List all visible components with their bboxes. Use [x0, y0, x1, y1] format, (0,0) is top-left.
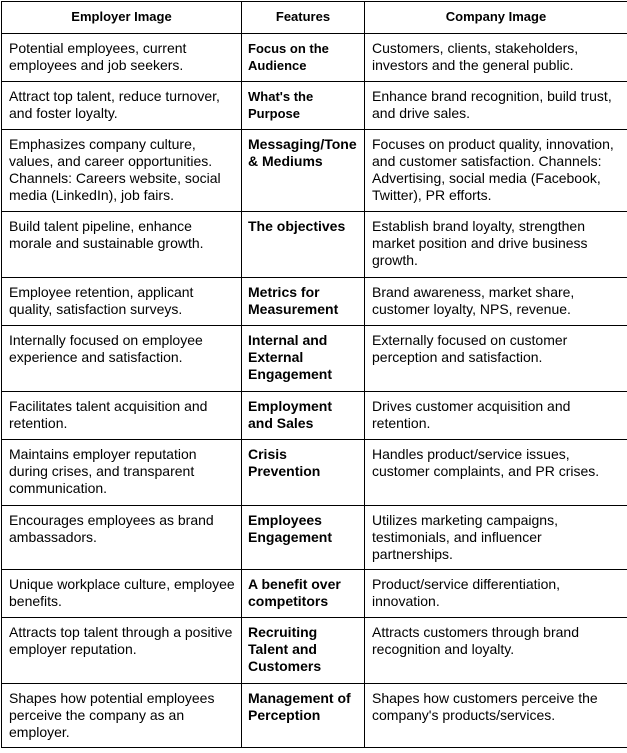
company-cell: Establish brand loyalty, strengthen market position and drive business growth. [365, 212, 627, 278]
table-row [2, 130, 627, 212]
table-row [2, 82, 627, 130]
employer-cell: Maintains employer reputation during crises, and transparent communication. [2, 440, 242, 506]
employer-cell: Potential employees, current employees and job seekers. [2, 34, 242, 82]
comparison-table [1, 1, 627, 748]
table-body [2, 34, 627, 748]
table-row [2, 684, 627, 748]
feature-cell: Recruiting Talent and Customers [242, 618, 365, 684]
table-row [2, 212, 627, 278]
table-row [2, 440, 627, 506]
company-cell: Utilizes marketing campaigns, testimonials, and influencer partnerships. [365, 506, 627, 570]
table-row [2, 392, 627, 440]
table-row [2, 618, 627, 684]
feature-cell: The objectives [242, 212, 365, 278]
company-cell: Enhance brand recognition, build trust, and drive sales. [365, 82, 627, 130]
table-row [2, 34, 627, 82]
feature-cell: Metrics for Measurement [242, 278, 365, 326]
table-row [2, 278, 627, 326]
table-row [2, 506, 627, 570]
feature-cell: Management of Perception [242, 684, 365, 748]
company-cell: Customers, clients, stakeholders, investors and the general public. [365, 34, 627, 82]
company-cell: Product/service differentiation, innovation. [365, 570, 627, 618]
employer-cell: Attracts top talent through a positive employer reputation. [2, 618, 242, 684]
company-cell: Externally focused on customer perception and satisfaction. [365, 326, 627, 392]
employer-cell: Shapes how potential employees perceive the company as an employer. [2, 684, 242, 748]
company-cell: Drives customer acquisition and retention. [365, 392, 627, 440]
feature-cell: Employment and Sales [242, 392, 365, 440]
company-cell: Focuses on product quality, innovation, and customer satisfaction. Channels: Advertising, social media (Facebook, Twitter), PR efforts. [365, 130, 627, 212]
employer-cell: Emphasizes company culture, values, and career opportunities. Channels: Careers website, social media (LinkedIn), job fairs. [2, 130, 242, 212]
table-row [2, 570, 627, 618]
feature-cell: What's the Purpose [242, 82, 365, 130]
employer-cell: Employee retention, applicant quality, satisfaction surveys. [2, 278, 242, 326]
table-row [2, 326, 627, 392]
feature-cell: Employees Engagement [242, 506, 365, 570]
feature-cell: A benefit over competitors [242, 570, 365, 618]
feature-cell: Crisis Prevention [242, 440, 365, 506]
company-cell: Shapes how customers perceive the company's products/services. [365, 684, 627, 748]
employer-cell: Internally focused on employee experience and satisfaction. [2, 326, 242, 392]
header-company-image: Company Image [365, 2, 627, 34]
header-row [2, 2, 627, 34]
employer-cell: Facilitates talent acquisition and retention. [2, 392, 242, 440]
company-cell: Attracts customers through brand recognition and loyalty. [365, 618, 627, 684]
feature-cell: Messaging/Tone & Mediums [242, 130, 365, 212]
feature-cell: Focus on the Audience [242, 34, 365, 82]
header-features: Features [242, 2, 365, 34]
employer-cell: Attract top talent, reduce turnover, and foster loyalty. [2, 82, 242, 130]
employer-cell: Encourages employees as brand ambassadors. [2, 506, 242, 570]
table-header [2, 2, 627, 34]
feature-cell: Internal and External Engagement [242, 326, 365, 392]
employer-cell: Build talent pipeline, enhance morale and sustainable growth. [2, 212, 242, 278]
company-cell: Handles product/service issues, customer complaints, and PR crises. [365, 440, 627, 506]
company-cell: Brand awareness, market share, customer loyalty, NPS, revenue. [365, 278, 627, 326]
employer-cell: Unique workplace culture, employee benefits. [2, 570, 242, 618]
header-employer-image: Employer Image [2, 2, 242, 34]
